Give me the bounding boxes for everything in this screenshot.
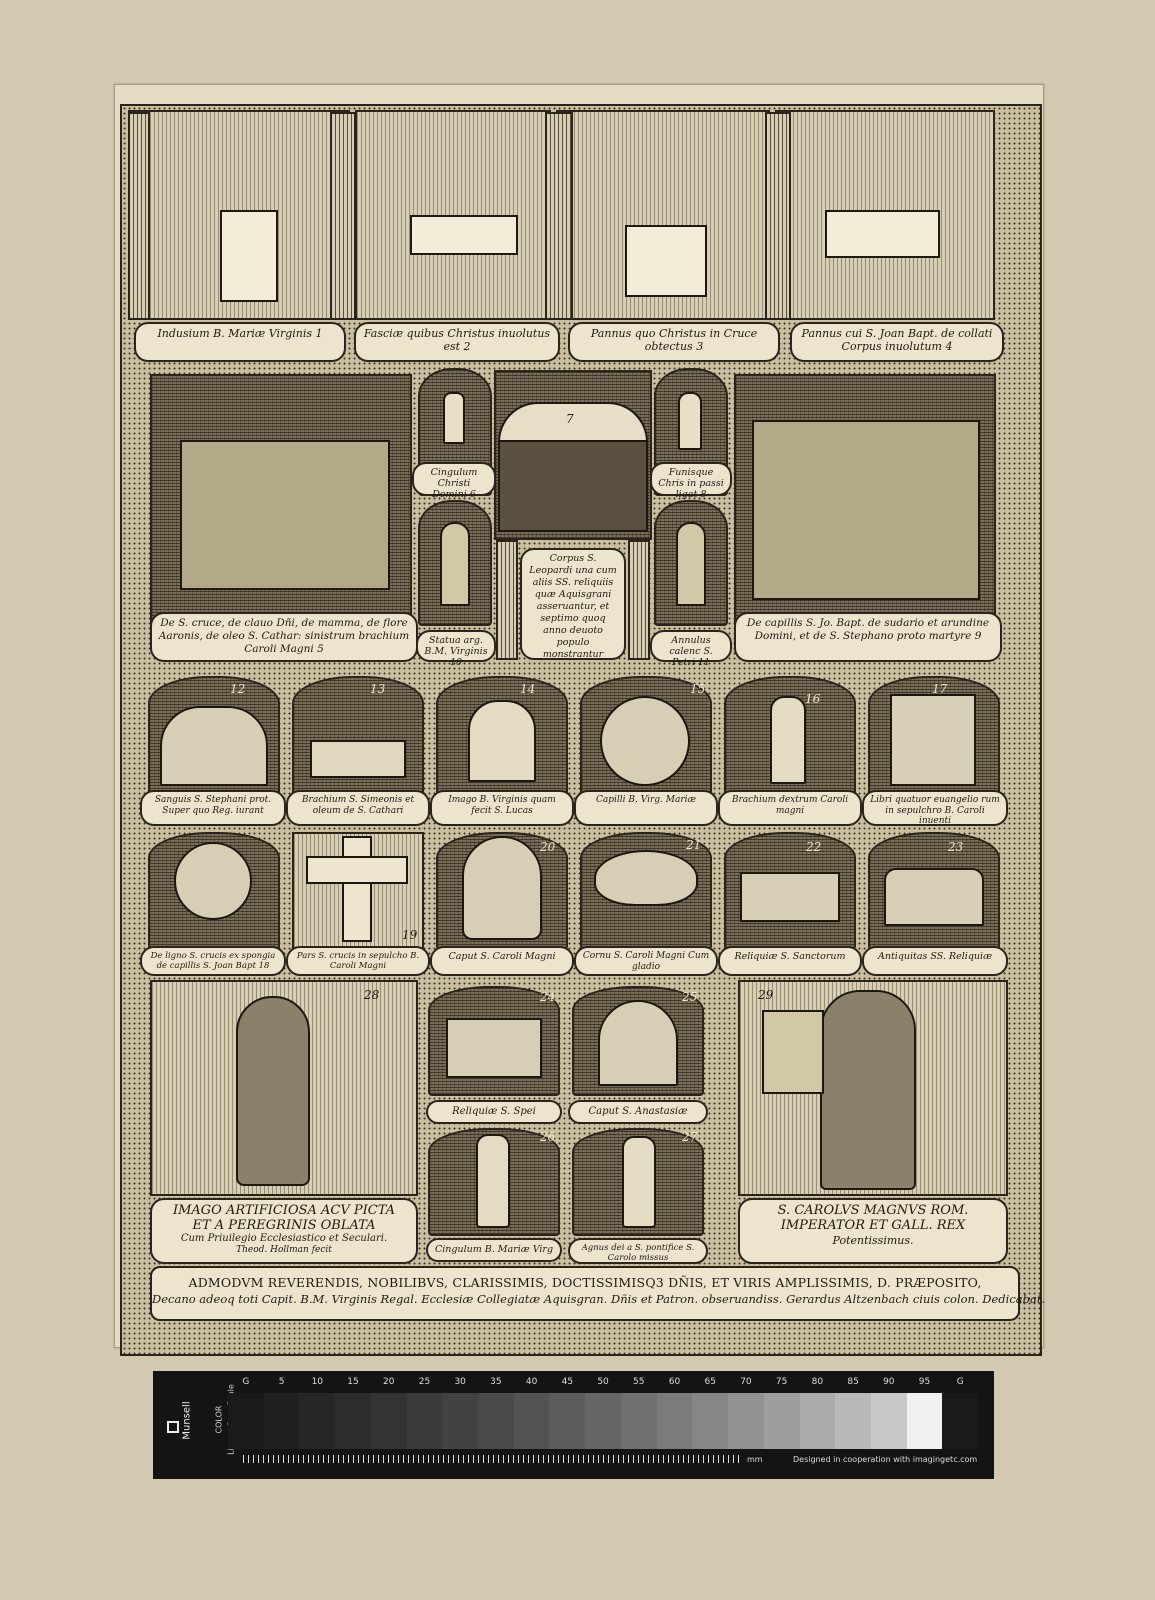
column xyxy=(128,112,150,320)
gray-patch xyxy=(585,1393,621,1449)
gray-scale-card xyxy=(153,1371,994,1479)
caption-28-line3: Cum Priuilegio Ecclesiastico et Seculari. xyxy=(180,1233,388,1244)
caption-21-text: Cornu S. Caroli Magni Cum gladio xyxy=(582,951,710,972)
caption-22-text: Reliquiæ S. Sanctorum xyxy=(734,951,846,962)
caption-8-number: 8 xyxy=(700,489,707,500)
caption-28-line1: IMAGO ARTIFICIOSA ACV PICTA xyxy=(172,1203,396,1218)
caption-24 xyxy=(426,1100,562,1124)
cloth-pannus xyxy=(625,225,707,297)
gray-patch xyxy=(549,1393,585,1449)
gray-scale-label: 20 xyxy=(383,1377,395,1387)
caption-11 xyxy=(650,630,732,668)
munsell-logo xyxy=(165,1385,224,1465)
gray-patch xyxy=(728,1393,764,1449)
caption-3-number: 3 xyxy=(696,340,704,353)
munsell-brand: Munsell xyxy=(181,1401,193,1440)
caption-9-text: De capillis S. Jo. Bapt. de sudario et arundine Domini, et de S. Stephano proto martyre xyxy=(746,617,990,642)
number-23: 23 xyxy=(948,840,964,854)
arm-reliquary-16 xyxy=(770,696,806,784)
gray-patch xyxy=(692,1393,728,1449)
gray-scale-label: 15 xyxy=(347,1377,359,1387)
gray-scale-labels xyxy=(228,1377,978,1387)
caption-3 xyxy=(568,322,780,362)
mm-ruler xyxy=(243,1455,743,1463)
caption-29 xyxy=(738,1198,1008,1264)
crucifix-19-vertical xyxy=(342,836,372,942)
caption-9 xyxy=(734,612,1002,662)
caption-28-line2: ET A PEREGRINIS OBLATA xyxy=(192,1218,376,1233)
caption-29-line1: S. CAROLVS MAGNVS ROM. xyxy=(777,1203,969,1218)
gray-patch xyxy=(442,1393,478,1449)
charlemagne-figure xyxy=(820,990,916,1190)
caption-19-text: Pars S. crucis in sepulcho B. Caroli Magni xyxy=(296,951,420,971)
number-19: 19 xyxy=(402,928,418,942)
gray-patch xyxy=(657,1393,693,1449)
gray-patch xyxy=(335,1393,371,1449)
caption-29-line2: IMPERATOR ET GALL. REX xyxy=(780,1218,966,1233)
gray-patch xyxy=(371,1393,407,1449)
head-reliquary-20 xyxy=(462,836,542,940)
reliquary-urn xyxy=(678,392,702,450)
caption-17 xyxy=(862,790,1008,826)
number-22: 22 xyxy=(806,840,822,854)
caption-28-line4: Theod. Hollman fecit xyxy=(236,1245,332,1255)
column xyxy=(628,540,650,660)
caption-12 xyxy=(140,790,286,826)
number-17: 17 xyxy=(932,682,948,696)
column xyxy=(496,540,518,660)
column xyxy=(330,112,356,320)
number-24: 24 xyxy=(540,990,556,1004)
chalice-reliquary-26 xyxy=(476,1134,510,1228)
number-28: 28 xyxy=(364,988,380,1002)
number-12: 12 xyxy=(230,682,246,696)
hair-reliquary-15 xyxy=(600,696,690,786)
gray-scale-label: 80 xyxy=(811,1377,824,1387)
gray-scale-label: 25 xyxy=(418,1377,431,1387)
madonna-figure xyxy=(236,996,310,1186)
gray-patch xyxy=(764,1393,800,1449)
caption-13-text: Brachium S. Simeonis et oleum de S. Cathari xyxy=(301,795,415,816)
gray-scale-label: G xyxy=(956,1377,964,1387)
caption-16 xyxy=(718,790,862,826)
gray-patch xyxy=(871,1393,907,1449)
caption-15-text: Capilli B. Virg. Mariæ xyxy=(596,795,696,805)
oliphant-horn-21 xyxy=(594,850,698,906)
caption-18-text: De ligno S. crucis ex spongia de capillis S. Joan Bapt xyxy=(150,951,276,971)
gray-scale-label: 55 xyxy=(633,1377,645,1387)
caption-1 xyxy=(134,322,346,362)
caption-11-text: Annulus calenc S. Petri xyxy=(669,635,713,668)
gothic-shrine-right xyxy=(752,420,980,600)
crucifix-19-horizontal xyxy=(306,856,408,884)
caption-2 xyxy=(354,322,560,362)
caption-10 xyxy=(416,630,496,668)
gray-patch xyxy=(800,1393,836,1449)
column xyxy=(765,112,791,320)
caption-21 xyxy=(574,946,718,976)
caption-2-text: Fasciæ quibus Christus inuolutus est xyxy=(363,327,551,353)
gray-scale-label: 90 xyxy=(883,1377,895,1387)
altar-13 xyxy=(310,740,406,778)
caption-27 xyxy=(568,1238,708,1264)
caption-4-text: Pannus cui S. Joan Bapt. de collati Corpus inuolutum xyxy=(801,327,993,353)
gray-scale-label: 45 xyxy=(561,1377,574,1387)
cloth-indusium xyxy=(220,210,278,302)
number-20: 20 xyxy=(540,840,556,854)
gray-patch xyxy=(514,1393,550,1449)
caption-6-number: 6 xyxy=(469,489,476,500)
caption-15 xyxy=(574,790,718,826)
caption-28 xyxy=(150,1198,418,1264)
gray-scale-label: G xyxy=(242,1377,250,1387)
gray-scale-label: 85 xyxy=(847,1377,859,1387)
number-7: 7 xyxy=(566,412,574,426)
gray-patch xyxy=(478,1393,514,1449)
dedication-band xyxy=(150,1266,1046,1321)
corpus-leopardi-caption: Corpus S. Leopardi una cum aliis SS. reliquiis quæ Aquisgrani asseruantur, et septimo quoq anno deuoto populo monstrantur xyxy=(529,553,617,660)
saint-petrus-statue xyxy=(676,522,706,606)
caption-23 xyxy=(862,946,1008,976)
reliquary-chest-22 xyxy=(740,872,840,922)
gray-patch xyxy=(407,1393,443,1449)
reliquary-house-12 xyxy=(160,706,268,786)
madonna-statue xyxy=(440,522,470,606)
caption-17-text: Libri quatuor euangelio rum in sepulchro B. Caroli inuenti xyxy=(870,795,1000,826)
caption-25 xyxy=(568,1100,708,1124)
number-27: 27 xyxy=(682,1130,698,1144)
gray-patch xyxy=(907,1393,943,1449)
madonna-icon-14 xyxy=(468,700,536,782)
caption-9-number: 9 xyxy=(974,630,982,642)
mm-label: mm xyxy=(747,1455,763,1464)
dedication-line-1: ADMODVM REVERENDIS, NOBILIBVS, CLARISSIMIS, DOCTISSIMISQ3 DÑIS, ET VIRIS AMPLISSIMIS, D. PRÆPOSITO, xyxy=(188,1275,982,1290)
number-16: 16 xyxy=(805,692,821,706)
domed-reliquary-25 xyxy=(598,1000,678,1086)
caption-8-text: Funisque Chris in passi ligat xyxy=(658,467,724,500)
caption-5-text: De S. cruce, de clauo Dñi, de mamma, de flore Aaronis, de oleo S. Cathar: sinistrum brachium Caroli Magni xyxy=(158,617,410,655)
reliquary-monstrance xyxy=(443,392,465,444)
number-29: 29 xyxy=(758,988,774,1002)
caption-24-text: Reliquiæ S. Spei xyxy=(452,1106,536,1117)
gospel-book-17 xyxy=(890,694,976,786)
munsell-sub: COLOR xyxy=(214,1405,224,1434)
number-15: 15 xyxy=(690,682,706,696)
caption-4 xyxy=(790,322,1004,362)
caption-27-text: Agnus dei a S. pontifice S. Carolo missus xyxy=(581,1243,695,1263)
gray-scale-label: 30 xyxy=(454,1377,466,1387)
caption-14 xyxy=(430,790,574,826)
sarcophagus-24 xyxy=(446,1018,542,1078)
caption-14-text: Imago B. Virginis quam fecit S. Lucas xyxy=(448,795,556,816)
gray-patch xyxy=(299,1393,335,1449)
caption-10-number: 10 xyxy=(449,657,463,668)
caption-29-line3: Potentissimus. xyxy=(832,1234,914,1247)
caption-26 xyxy=(426,1238,562,1262)
gray-scale-label: 5 xyxy=(278,1377,285,1387)
caption-1-text: Indusium B. Mariæ Virginis xyxy=(157,327,313,340)
gray-scale-label: 70 xyxy=(740,1377,752,1387)
caption-2-number: 2 xyxy=(463,340,471,353)
cooperation-text: Designed in cooperation with imagingetc.com xyxy=(793,1455,978,1464)
caption-26-text: Cingulum B. Mariæ Virg xyxy=(434,1244,554,1255)
number-21: 21 xyxy=(686,838,702,852)
caption-10-text: Statua arg. B.M. Virginis xyxy=(424,635,488,657)
dedication-line-2: Decano adeoq toti Capit. B.M. Virginis Regal. Ecclesiæ Collegiatæ Aquisgran. Dñis et Patron. obseruandiss. Gerardus Altzenbach ciuis colon. Dedicabat. xyxy=(152,1292,1046,1306)
caption-4-number: 4 xyxy=(945,340,953,353)
corpus-leopardi-text xyxy=(520,548,626,660)
gray-scale-label: 40 xyxy=(525,1377,538,1387)
caption-3-text: Pannus quo Christus in Cruce obtectus xyxy=(590,327,758,353)
caption-6 xyxy=(412,462,496,500)
caption-19 xyxy=(286,946,430,976)
reliquary-chest-23 xyxy=(884,868,984,926)
gray-scale-label: 75 xyxy=(775,1377,788,1387)
number-14: 14 xyxy=(520,682,536,696)
gray-scale-label: 65 xyxy=(704,1377,716,1387)
number-25: 25 xyxy=(682,990,698,1004)
caption-13 xyxy=(286,790,430,826)
gray-patch xyxy=(942,1393,978,1449)
agnus-dei-reliquary-27 xyxy=(622,1136,656,1228)
gray-patch xyxy=(228,1393,264,1449)
caption-20 xyxy=(430,946,574,976)
caption-20-text: Caput S. Caroli Magni xyxy=(448,951,556,962)
caption-1-number: 1 xyxy=(315,327,323,340)
caption-11-number: 11 xyxy=(697,657,711,668)
gray-patch xyxy=(264,1393,300,1449)
caption-8 xyxy=(650,462,732,500)
cathedral-model xyxy=(762,1010,824,1094)
cloth-pannus-joan xyxy=(825,210,940,258)
relic-niche-13 xyxy=(292,676,424,800)
caption-23-text: Antiquitas SS. Reliquiæ xyxy=(877,951,993,962)
caption-5-number: 5 xyxy=(317,643,324,655)
sarcophagus xyxy=(498,440,648,532)
gothic-shrine-left xyxy=(180,440,390,590)
caption-12-text: Sanguis S. Stephani prot. Super quo Reg. iurant xyxy=(154,795,272,816)
caption-18-number: 18 xyxy=(258,961,270,971)
gray-scale-label: 35 xyxy=(490,1377,502,1387)
gray-patch xyxy=(835,1393,871,1449)
gray-scale-label: 50 xyxy=(597,1377,609,1387)
gray-patch xyxy=(621,1393,657,1449)
munsell-logo-icon xyxy=(167,1421,179,1433)
number-13: 13 xyxy=(370,682,386,696)
gray-scale-label: 95 xyxy=(918,1377,931,1387)
gray-scale-label: 10 xyxy=(311,1377,324,1387)
cloth-fasciae xyxy=(410,215,518,255)
cross-reliquary-wheel-18 xyxy=(174,842,252,920)
caption-22 xyxy=(718,946,862,976)
caption-18 xyxy=(140,946,286,976)
gray-patches xyxy=(228,1393,978,1449)
number-26: 26 xyxy=(540,1130,556,1144)
caption-6-text: Cingulum Christi Domini xyxy=(430,467,478,500)
caption-25-text: Caput S. Anastasiæ xyxy=(588,1106,688,1117)
caption-5 xyxy=(150,612,418,662)
gray-scale-label: 60 xyxy=(668,1377,681,1387)
caption-16-text: Brachium dextrum Caroli magni xyxy=(731,795,849,816)
column xyxy=(545,112,573,320)
